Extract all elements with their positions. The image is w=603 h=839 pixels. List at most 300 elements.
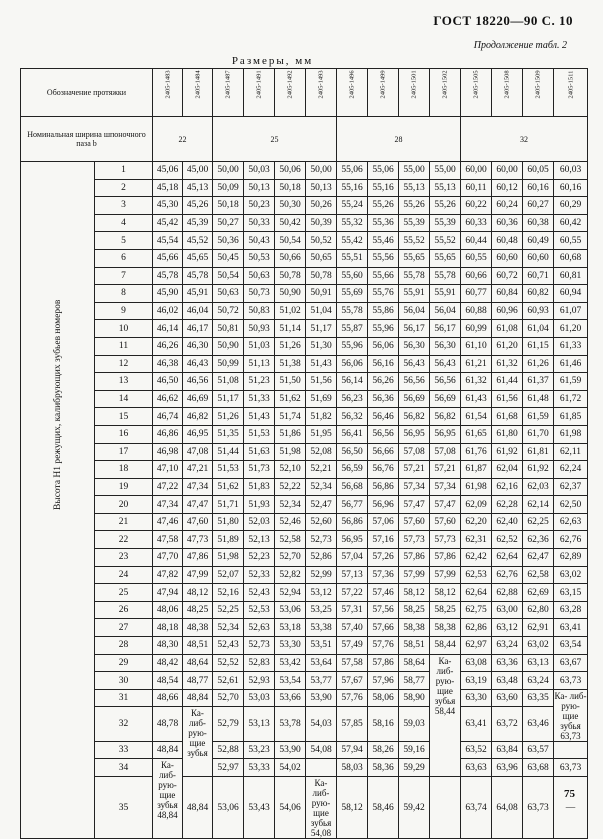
- tooth-height: 53,90: [306, 689, 337, 707]
- broach-code-text: 2405-1487: [224, 70, 232, 99]
- tooth-height: 45,26: [183, 197, 213, 215]
- slot-width-value: 22: [153, 117, 213, 162]
- tooth-height: 52,97: [213, 759, 244, 777]
- tooth-height: 46,14: [153, 320, 183, 338]
- tooth-height: 57,60: [399, 513, 430, 531]
- tooth-height: 62,09: [461, 496, 492, 514]
- tooth-height: 57,13: [337, 566, 368, 584]
- tooth-number: 16: [95, 425, 153, 443]
- tooth-height: 57,46: [368, 584, 399, 602]
- tooth-height: 60,88: [461, 302, 492, 320]
- tooth-height: 50,27: [213, 214, 244, 232]
- broach-code-text: 2405-1492: [286, 70, 294, 99]
- tooth-height: 60,99: [461, 320, 492, 338]
- tooth-height: 62,36: [523, 531, 554, 549]
- height-axis-text: Высота H1 режущих, калибрующих зубьев номеров: [52, 299, 63, 510]
- tooth-height: 63,02: [523, 637, 554, 655]
- tooth-height: 53,13: [244, 707, 275, 741]
- tooth-height: 55,96: [368, 320, 399, 338]
- tooth-height: 61,37: [523, 373, 554, 391]
- tooth-height: 50,90: [213, 337, 244, 355]
- tooth-height: 60,48: [492, 232, 523, 250]
- tooth-height: 55,13: [430, 179, 461, 197]
- broach-code-text: 2405-1511: [567, 70, 574, 99]
- tooth-height: 62,53: [461, 566, 492, 584]
- tooth-height: 55,78: [337, 302, 368, 320]
- tooth-height: 57,60: [430, 513, 461, 531]
- tooth-height: 56,68: [337, 478, 368, 496]
- tooth-height: 56,59: [337, 461, 368, 479]
- table-row: [21, 390, 588, 408]
- tooth-height: 63,35: [523, 689, 554, 707]
- tooth-height: 51,86: [275, 425, 306, 443]
- tooth-height: 55,91: [399, 285, 430, 303]
- tooth-height: 59,16: [399, 741, 430, 759]
- tooth-height: 51,98: [275, 443, 306, 461]
- tooth-height: 50,91: [306, 285, 337, 303]
- tooth-height: 61,43: [461, 390, 492, 408]
- tooth-height: 60,82: [523, 285, 554, 303]
- tooth-height: 62,64: [461, 584, 492, 602]
- tooth-number: 14: [95, 390, 153, 408]
- tooth-height: 55,52: [430, 232, 461, 250]
- tooth-height: 55,39: [430, 214, 461, 232]
- table-row: [21, 214, 588, 232]
- tooth-height: 50,18: [275, 179, 306, 197]
- tooth-height: 63,60: [492, 689, 523, 707]
- tooth-height: 46,98: [153, 443, 183, 461]
- broach-code-text: 2405-1501: [410, 70, 418, 99]
- table-row: [21, 425, 588, 443]
- tooth-height: 52,53: [244, 601, 275, 619]
- tooth-height: 56,14: [337, 373, 368, 391]
- tooth-height: 51,69: [306, 390, 337, 408]
- tooth-height: 52,21: [306, 461, 337, 479]
- page-number: 75: [564, 788, 575, 800]
- tooth-height: 61,44: [492, 373, 523, 391]
- tooth-height: 61,32: [461, 373, 492, 391]
- tooth-height: 62,86: [461, 619, 492, 637]
- tooth-height: 45,66: [153, 249, 183, 267]
- tooth-height: 47,08: [183, 443, 213, 461]
- tooth-height: 52,73: [306, 531, 337, 549]
- tooth-height: 58,51: [399, 637, 430, 655]
- height-axis-label: [21, 162, 95, 839]
- tooth-height: 58,26: [368, 741, 399, 759]
- tooth-height: 58,25: [430, 601, 461, 619]
- table-row: [21, 355, 588, 373]
- tooth-height: 46,38: [153, 355, 183, 373]
- tooth-height: 59,42: [399, 777, 430, 839]
- tooth-height: 46,02: [153, 302, 183, 320]
- tooth-height: 57,73: [399, 531, 430, 549]
- tooth-height: 45,65: [183, 249, 213, 267]
- tooth-height: 57,67: [337, 672, 368, 690]
- tooth-height: 57,08: [399, 443, 430, 461]
- tooth-height: 53,38: [306, 619, 337, 637]
- table-row: [21, 337, 588, 355]
- tooth-height: 45,91: [183, 285, 213, 303]
- standard-header: ГОСТ 18220—90 С. 10: [433, 13, 573, 28]
- tooth-height: 61,92: [492, 443, 523, 461]
- tooth-height: 45,13: [183, 179, 213, 197]
- tooth-height: 55,51: [337, 249, 368, 267]
- broach-code: [153, 69, 183, 117]
- broach-code-text: 2405-1505: [472, 70, 480, 99]
- tooth-height: 48,25: [183, 601, 213, 619]
- tooth-height: 48,66: [153, 689, 183, 707]
- tooth-number: 12: [95, 355, 153, 373]
- tooth-height: 51,83: [244, 478, 275, 496]
- tooth-height: 57,21: [399, 461, 430, 479]
- broach-code: [554, 69, 588, 117]
- tooth-height: 60,05: [523, 162, 554, 180]
- tooth-height: 52,63: [244, 619, 275, 637]
- tooth-height: 48,77: [183, 672, 213, 690]
- broach-code: [183, 69, 213, 117]
- tooth-height: 51,89: [213, 531, 244, 549]
- tooth-height: 61,07: [554, 302, 588, 320]
- tooth-number: 7: [95, 267, 153, 285]
- tooth-height: 63,73: [523, 777, 554, 839]
- broach-code: [430, 69, 461, 117]
- tooth-height: 52,33: [244, 566, 275, 584]
- tooth-height: 61,59: [554, 373, 588, 391]
- tooth-height: 58,38: [399, 619, 430, 637]
- table-row: [21, 566, 588, 584]
- designation-label: Обозначение протяжки: [21, 69, 153, 117]
- tooth-number: 13: [95, 373, 153, 391]
- tooth-height: 55,66: [368, 267, 399, 285]
- tooth-number: 23: [95, 549, 153, 567]
- tooth-height: 57,76: [337, 689, 368, 707]
- tooth-height: 56,30: [399, 337, 430, 355]
- tooth-height: 60,22: [461, 197, 492, 215]
- tooth-number: 27: [95, 619, 153, 637]
- tooth-number: 25: [95, 584, 153, 602]
- tooth-height: 54,02: [275, 759, 306, 777]
- tooth-height: 63,96: [492, 759, 523, 777]
- tooth-height: 63,84: [492, 741, 523, 759]
- tooth-height: 60,44: [461, 232, 492, 250]
- tooth-height: 61,70: [523, 425, 554, 443]
- tooth-number: 1: [95, 162, 153, 180]
- tooth-height: 57,47: [430, 496, 461, 514]
- tooth-height: 62,75: [461, 601, 492, 619]
- tooth-height: 45,78: [183, 267, 213, 285]
- tooth-height: 55,60: [337, 267, 368, 285]
- tooth-height: 51,38: [275, 355, 306, 373]
- tooth-height: 53,33: [244, 759, 275, 777]
- tooth-height: 46,26: [153, 337, 183, 355]
- tooth-height: 51,95: [306, 425, 337, 443]
- slot-width-value: 25: [213, 117, 337, 162]
- tooth-height: 52,94: [275, 584, 306, 602]
- tooth-height: 62,80: [523, 601, 554, 619]
- table-row: [21, 267, 588, 285]
- tooth-height: 50,03: [244, 162, 275, 180]
- tooth-height: 63,28: [554, 601, 588, 619]
- tooth-height: 53,30: [275, 637, 306, 655]
- tooth-number: 18: [95, 461, 153, 479]
- broach-code-text: 2405-1509: [534, 70, 542, 99]
- tooth-number: 9: [95, 302, 153, 320]
- tooth-height: 62,16: [492, 478, 523, 496]
- tooth-number: 17: [95, 443, 153, 461]
- tooth-height: 50,73: [244, 285, 275, 303]
- tooth-height: 55,91: [430, 285, 461, 303]
- tooth-height: 47,22: [153, 478, 183, 496]
- tooth-height: 58,44: [430, 637, 461, 655]
- tooth-height: 50,13: [244, 179, 275, 197]
- broach-code-text: 2405-1502: [441, 70, 449, 99]
- tooth-height: 58,16: [368, 707, 399, 741]
- tooth-height: 54,06: [275, 777, 306, 839]
- tooth-height: 52,07: [213, 566, 244, 584]
- tooth-height: 56,17: [430, 320, 461, 338]
- tooth-height: 57,99: [399, 566, 430, 584]
- tooth-height: 60,84: [492, 285, 523, 303]
- tooth-height: 51,62: [275, 390, 306, 408]
- tooth-height: 52,46: [275, 513, 306, 531]
- tooth-height: 52,16: [213, 584, 244, 602]
- table-row: [21, 707, 588, 741]
- tooth-height: 61,33: [554, 337, 588, 355]
- table-row: [21, 408, 588, 426]
- calibrating-teeth-note: Ка- либ- рую- щие зубья 63,73: [554, 690, 587, 741]
- broach-code: [275, 69, 306, 117]
- tooth-number: 32: [95, 707, 153, 741]
- tooth-height: 51,23: [244, 373, 275, 391]
- table-row: [21, 496, 588, 514]
- tooth-height: 52,08: [306, 443, 337, 461]
- tooth-height: 60,72: [492, 267, 523, 285]
- tooth-height: 61,32: [492, 355, 523, 373]
- tooth-height: 45,42: [153, 214, 183, 232]
- tooth-height: 56,46: [368, 408, 399, 426]
- tooth-height: 63,74: [461, 777, 492, 839]
- tooth-height: 58,64: [399, 654, 430, 672]
- tooth-height: 56,56: [430, 373, 461, 391]
- tooth-height: 55,16: [337, 179, 368, 197]
- tooth-height: 60,42: [554, 214, 588, 232]
- tooth-height: 47,94: [153, 584, 183, 602]
- tooth-number: 10: [95, 320, 153, 338]
- tooth-height: 56,82: [399, 408, 430, 426]
- tooth-height: 52,52: [213, 654, 244, 672]
- tooth-height: 56,95: [430, 425, 461, 443]
- tooth-height: 56,43: [430, 355, 461, 373]
- tooth-height: 51,26: [275, 337, 306, 355]
- sizes-caption: Размеры, мм: [231, 55, 314, 67]
- tooth-height: 48,84: [183, 777, 213, 839]
- tooth-number: 28: [95, 637, 153, 655]
- tooth-height: 45,30: [153, 197, 183, 215]
- tooth-height: 50,52: [306, 232, 337, 250]
- tooth-height: 45,90: [153, 285, 183, 303]
- tooth-height: 48,78: [153, 707, 183, 741]
- tooth-height: 55,24: [337, 197, 368, 215]
- tooth-height: 57,96: [368, 672, 399, 690]
- tooth-height: 57,26: [368, 549, 399, 567]
- tooth-height: 61,98: [554, 425, 588, 443]
- calibrating-teeth-note: Ка- либ- рую- щие зубья 48,84: [153, 759, 183, 839]
- tooth-height: 62,04: [492, 461, 523, 479]
- tooth-height: 52,83: [244, 654, 275, 672]
- tooth-height: 60,60: [523, 249, 554, 267]
- tooth-height: 53,64: [306, 654, 337, 672]
- tooth-height: 63,48: [492, 672, 523, 690]
- tooth-height: 50,43: [244, 232, 275, 250]
- tooth-height: 53,23: [244, 741, 275, 759]
- tooth-height: 61,98: [461, 478, 492, 496]
- tooth-height: 57,66: [368, 619, 399, 637]
- table-row: [21, 443, 588, 461]
- tooth-height: 61,76: [461, 443, 492, 461]
- tooth-height: 55,96: [337, 337, 368, 355]
- tooth-height: 60,55: [554, 232, 588, 250]
- tooth-height: 61,56: [492, 390, 523, 408]
- tooth-height: 46,17: [183, 320, 213, 338]
- tooth-height: 53,78: [275, 707, 306, 741]
- calibrating-teeth-note: Ка- либ- рую- щие зубья 54,08: [306, 777, 337, 839]
- tooth-height: 56,69: [430, 390, 461, 408]
- tooth-height: 50,81: [213, 320, 244, 338]
- tooth-height: 50,54: [213, 267, 244, 285]
- table-row: [21, 601, 588, 619]
- tooth-height: 52,99: [306, 566, 337, 584]
- tooth-height: 62,37: [554, 478, 588, 496]
- tooth-number: 35: [95, 777, 153, 839]
- tooth-height: 62,89: [554, 549, 588, 567]
- tooth-height: 45,54: [153, 232, 183, 250]
- tooth-height: 51,53: [244, 425, 275, 443]
- tooth-height: 50,63: [213, 285, 244, 303]
- tooth-height: 60,33: [461, 214, 492, 232]
- tooth-height: 62,76: [554, 531, 588, 549]
- tooth-height: 55,78: [430, 267, 461, 285]
- tooth-height: 57,40: [337, 619, 368, 637]
- tooth-height: 55,65: [399, 249, 430, 267]
- tooth-height: 46,62: [153, 390, 183, 408]
- tooth-height: 56,69: [399, 390, 430, 408]
- tooth-height: 58,36: [368, 759, 399, 777]
- tooth-height: 62,50: [554, 496, 588, 514]
- tooth-height: 46,86: [153, 425, 183, 443]
- tooth-height: 63,41: [554, 619, 588, 637]
- tooth-height: 60,81: [554, 267, 588, 285]
- broach-code-text: 2405-1484: [194, 70, 201, 99]
- tooth-height: 50,30: [275, 197, 306, 215]
- tooth-height: 63,15: [554, 584, 588, 602]
- tooth-height: 60,93: [523, 302, 554, 320]
- tooth-height: 57,56: [368, 601, 399, 619]
- tooth-height: 51,35: [213, 425, 244, 443]
- tooth-height: 51,74: [275, 408, 306, 426]
- tooth-height: 53,03: [244, 689, 275, 707]
- tooth-height: 48,51: [183, 637, 213, 655]
- tooth-height: 46,95: [183, 425, 213, 443]
- tooth-height: 52,86: [306, 549, 337, 567]
- tooth-height: 52,10: [275, 461, 306, 479]
- tooth-height: 61,92: [523, 461, 554, 479]
- tooth-height: 56,17: [399, 320, 430, 338]
- tooth-height: 56,26: [368, 373, 399, 391]
- tooth-height: 51,98: [213, 549, 244, 567]
- tooth-height: 52,22: [275, 478, 306, 496]
- tooth-height: 57,34: [430, 478, 461, 496]
- tooth-height: 57,86: [430, 549, 461, 567]
- tooth-height: 60,00: [461, 162, 492, 180]
- tooth-height: 55,16: [368, 179, 399, 197]
- tooth-height: 52,60: [306, 513, 337, 531]
- tooth-height: 51,63: [244, 443, 275, 461]
- tooth-height: 55,69: [337, 285, 368, 303]
- tooth-height: 48,42: [153, 654, 183, 672]
- tooth-height: 63,02: [554, 566, 588, 584]
- tooth-height: 51,50: [275, 373, 306, 391]
- tooth-height: 53,66: [275, 689, 306, 707]
- tooth-height: 62,11: [554, 443, 588, 461]
- tooth-height: 53,77: [306, 672, 337, 690]
- tooth-height: 58,25: [399, 601, 430, 619]
- tooth-height: 56,56: [368, 425, 399, 443]
- tooth-height: 56,76: [368, 461, 399, 479]
- broach-code: [461, 69, 492, 117]
- tooth-height: 50,06: [275, 162, 306, 180]
- tooth-height: 52,43: [213, 637, 244, 655]
- tooth-height: 57,86: [368, 654, 399, 672]
- tooth-height: 61,59: [523, 408, 554, 426]
- tooth-height: 51,93: [244, 496, 275, 514]
- tooth-height: 60,16: [523, 179, 554, 197]
- table-row: [21, 654, 588, 672]
- tooth-height: 51,30: [306, 337, 337, 355]
- tooth-height: 61,54: [461, 408, 492, 426]
- slot-width-label: Номинальная ширина шпоночного паза b: [21, 117, 153, 162]
- broach-code-text: 2405-1508: [503, 70, 511, 99]
- table-row: [21, 637, 588, 655]
- table-row: [21, 777, 588, 839]
- tooth-height: 61,81: [523, 443, 554, 461]
- tooth-height: 63,57: [523, 741, 554, 759]
- tooth-height: 63,63: [461, 759, 492, 777]
- tooth-height: 60,38: [523, 214, 554, 232]
- tooth-height: 56,77: [337, 496, 368, 514]
- tooth-height: 46,30: [183, 337, 213, 355]
- broach-code-text: 2405-1493: [317, 70, 325, 99]
- tooth-height: 58,90: [399, 689, 430, 707]
- broach-code-text: 2405-1491: [255, 70, 263, 99]
- tooth-height: 55,86: [368, 302, 399, 320]
- tooth-height: 50,36: [213, 232, 244, 250]
- tooth-height: 50,90: [275, 285, 306, 303]
- table-row: [21, 249, 588, 267]
- tooth-height: 58,77: [399, 672, 430, 690]
- tooth-height: 46,50: [153, 373, 183, 391]
- tooth-height: 62,40: [492, 513, 523, 531]
- broach-table: [20, 68, 588, 839]
- tooth-height: 46,56: [183, 373, 213, 391]
- tooth-height: 52,79: [213, 707, 244, 741]
- tooth-height: 63,41: [461, 707, 492, 741]
- tooth-height: 51,53: [213, 461, 244, 479]
- tooth-number: 8: [95, 285, 153, 303]
- tooth-height: 46,43: [183, 355, 213, 373]
- tooth-height: 48,64: [183, 654, 213, 672]
- tooth-height: 58,12: [337, 777, 368, 839]
- tooth-height: 45,78: [153, 267, 183, 285]
